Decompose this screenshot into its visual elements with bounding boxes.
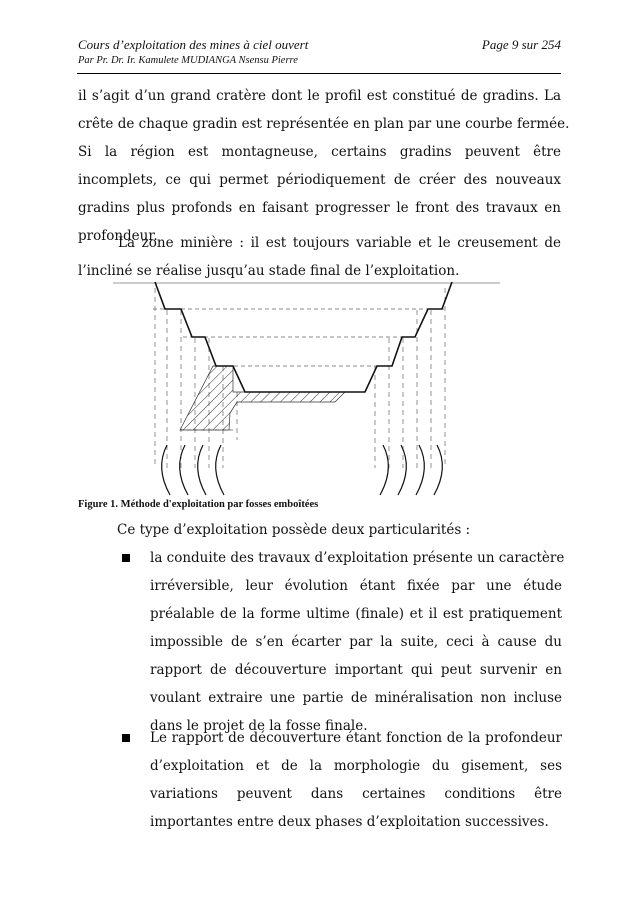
header-page-number: Page 9 sur 254 — [481, 37, 561, 52]
text-line: l’incliné se réalise jusqu’au stade final de l’exploitation. — [78, 263, 460, 279]
phase-arcs-right — [380, 445, 442, 495]
bullet-square-icon — [122, 734, 130, 742]
text-line: variations peuvent dans certaines conditions être — [150, 786, 562, 802]
bullet-text — [150, 544, 565, 740]
text-line: préalable de la forme ultime (finale) et il est pratiquement — [150, 606, 562, 622]
phase-arcs-left — [162, 445, 224, 495]
header-divider — [77, 73, 561, 74]
bullet-square-icon — [122, 554, 130, 562]
text-line: profondeur. — [78, 228, 158, 244]
text-line: la conduite des travaux d’exploitation présente un caractère — [150, 550, 565, 566]
vertical-projection-lines — [155, 288, 445, 468]
text-line: Si la région est montagneuse, certains gradins peuvent être — [78, 144, 561, 160]
hatched-intermediate-pit — [180, 366, 345, 430]
bullet-text — [150, 724, 562, 836]
text-line: Le rapport de découverture étant fonction de la profondeur — [150, 730, 562, 746]
text-line: voulant extraire une partie de minéralisation non incluse — [150, 690, 562, 706]
header-course-title: Cours d’exploitation des mines à ciel ouvert — [78, 37, 309, 52]
text-line: gradins plus profonds en faisant progresser le front des travaux en — [78, 200, 561, 216]
text-line: d’exploitation et de la morphologie du gisement, ses — [150, 758, 562, 774]
nested-pits-diagram — [105, 280, 505, 496]
paragraph-crater-description — [78, 82, 570, 250]
text-line: dans le projet de la fosse finale. — [150, 718, 368, 734]
figure-caption: Figure 1. Méthode d'exploitation par fosses emboîtées — [78, 499, 319, 510]
header-author: Par Pr. Dr. Ir. Kamulete MUDIANGA Nsensu Pierre — [78, 55, 298, 66]
text-line: il s’agit d’un grand cratère dont le profil est constitué de gradins. La — [78, 88, 561, 104]
text-line: crête de chaque gradin est représentée en plan par une courbe fermée. — [78, 116, 570, 132]
text-line: incomplets, ce qui permet périodiquement de créer des nouveaux — [78, 172, 561, 188]
particularities-intro: Ce type d’exploitation possède deux particularités : — [117, 522, 471, 538]
text-line: irréversible, leur évolution étant fixée par une étude — [150, 578, 562, 594]
text-line: rapport de découverture important qui peut survenir en — [150, 662, 562, 678]
paragraph-mining-zone — [78, 229, 561, 285]
text-line: La zone minière : il est toujours variable et le creusement de — [118, 235, 561, 251]
text-line: impossible de s’en écarter par la suite, ceci à cause du — [150, 634, 562, 650]
text-line: importantes entre deux phases d’exploitation successives. — [150, 814, 549, 830]
